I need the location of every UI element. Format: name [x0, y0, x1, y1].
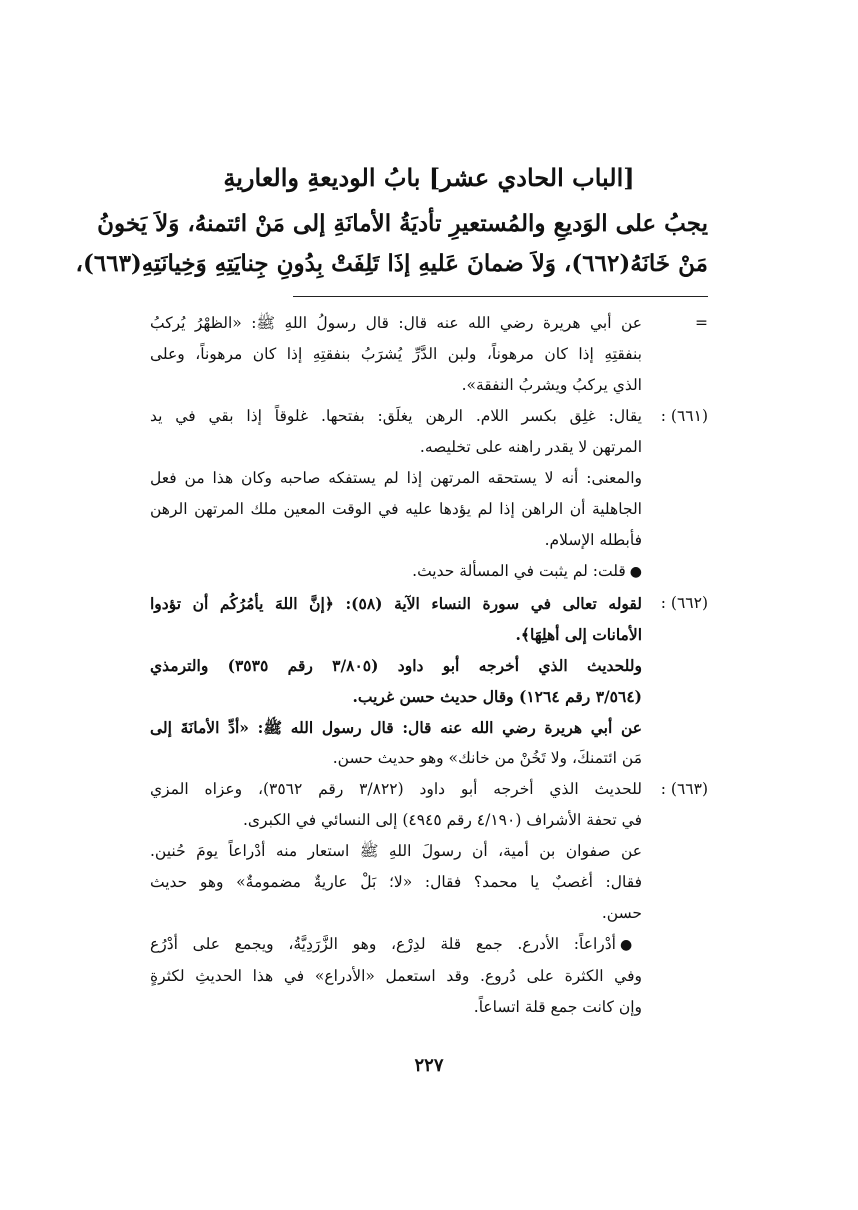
- footnote-continuation: [150, 308, 708, 401]
- footnote-body: [150, 588, 642, 774]
- footnotes: [150, 308, 708, 1023]
- chapter-title: [الباب الحادي عشر] بابُ الوديعةِ والعاريةِ: [223, 163, 635, 192]
- footnote-line: والمعنى: أنه لا يستحقه المرتهن إذا لم يستفكه صاحبه وكان هذا من فعل: [150, 469, 642, 487]
- footnote-line: الذي يركبُ ويشربُ النفقة».: [461, 376, 642, 394]
- footnote-line: عن أبي هريرة رضي الله عنه قال: قال رسولُ اللهِ ﷺ: «الظهْرُ يُركبُ: [150, 314, 642, 332]
- footnote-body: [150, 774, 642, 1023]
- footnote-line: فقال: أغصبٌ يا محمد؟ فقال: «لا؛ بَلْ عاريةٌ مضمومةٌ» وهو حديث: [150, 873, 642, 891]
- page-number: ٢٢٧: [414, 1055, 444, 1076]
- main-text: [75, 204, 708, 284]
- footnote-line: الجاهلية أن الراهن إذا لم يؤدها عليه في الوقت المعين ملك المرتهن الرهن: [150, 500, 642, 518]
- bullet-icon: ●: [629, 564, 642, 580]
- footnote-line: وإن كانت جمع قلة اتساعاً.: [473, 998, 642, 1016]
- footnote-line: يقال: غلِق بكسر اللام. الرهن يغلَق: بفتحها. غلوقاً إذا بقي في يد: [150, 407, 642, 425]
- footnote-bullet-text: أدْراعاً: الأدرع. جمع قلة لدِرْع، وهو الزَّرَدِيَّةُ، ويجمع على أدْرُع: [150, 935, 616, 953]
- footnote-line: في تحفة الأشراف (٤/١٩٠ رقم ٤٩٤٥) إلى النسائي في الكبرى.: [242, 811, 642, 829]
- main-text-line: مَنْ خَانَهُ(٦٦٢)، وَلاَ ضمانَ عَليهِ إذَا تَلِفَتْ بِدُونِ جِنايَتِهِ وَخِيانَتِهِ(٦٦٣)،: [75, 250, 708, 277]
- footnote-line: حسن.: [601, 904, 642, 922]
- footnote-662: [150, 588, 708, 774]
- footnote-label: (٦٦٣) :: [660, 780, 708, 798]
- footnote-661: [150, 401, 708, 588]
- footnote-line: عن أبي هريرة رضي الله عنه قال: قال رسول الله ﷺ: «أدِّ الأمانَةَ إلى: [150, 718, 642, 737]
- footnote-label: (٦٦٢) :: [660, 594, 708, 612]
- footnote-label: (٦٦١) :: [660, 407, 708, 425]
- footnote-line: لقوله تعالى في سورة النساء الآية (٥٨): ﴿إنَّ اللهَ يأمُرُكُم أن تؤدوا: [150, 594, 642, 613]
- footnote-bullet-line: [150, 556, 642, 588]
- footnote-line: عن صفوان بن أمية، أن رسولَ اللهِ ﷺ استعار منه أدْراعاً يومَ حُنين.: [150, 842, 642, 860]
- footnote-line: وفي الكثرة على دُروع. وقد استعمل «الأدراع» في هذا الحديثِ لكثرةٍ: [150, 967, 642, 985]
- footnote-line: بنفقتِهِ إذا كان مرهوناً، ولبن الدَّرِّ يُشرَبُ بنفقتِهِ إذا كان مرهوناً، وعلى: [150, 345, 642, 363]
- footnote-663: [150, 774, 708, 1023]
- footnote-line: مَن ائتمنكَ، ولا تَخُنْ من خانك» وهو حديث حسن.: [332, 749, 642, 767]
- footnote-body: [150, 401, 642, 588]
- footnote-label: =: [695, 314, 708, 332]
- footnote-bullet-text: قلت: لم يثبت في المسألة حديث.: [412, 562, 626, 580]
- footnote-line: (٣/٥٦٤ رقم ١٢٦٤) وقال حديث حسن غريب.: [352, 687, 642, 706]
- footnote-line: الأمانات إلى أهلِهَا﴾.: [515, 625, 642, 644]
- footnote-line: وللحديث الذي أخرجه أبو داود (٣/٨٠٥ رقم ٣٥٣٥) والترمذي: [150, 656, 642, 675]
- main-text-line: يجبُ على الوَديعِ والمُستعيرِ تأديَةُ الأمانَةِ إلى مَنْ ائتمنهُ، وَلاَ يَخونُ: [97, 210, 708, 237]
- footnote-bullet-line: [150, 929, 642, 961]
- bullet-icon: ●: [620, 937, 642, 953]
- footnote-line: فأبطله الإسلام.: [544, 531, 642, 549]
- footnote-body: [150, 308, 642, 401]
- footnote-line: المرتهن لا يقدر راهنه على تخليصه.: [419, 438, 642, 456]
- footnote-line: للحديث الذي أخرجه أبو داود (٣/٨٢٢ رقم ٣٥٦٢)، وعزاه المزي: [150, 780, 642, 798]
- footnote-separator: [293, 296, 708, 297]
